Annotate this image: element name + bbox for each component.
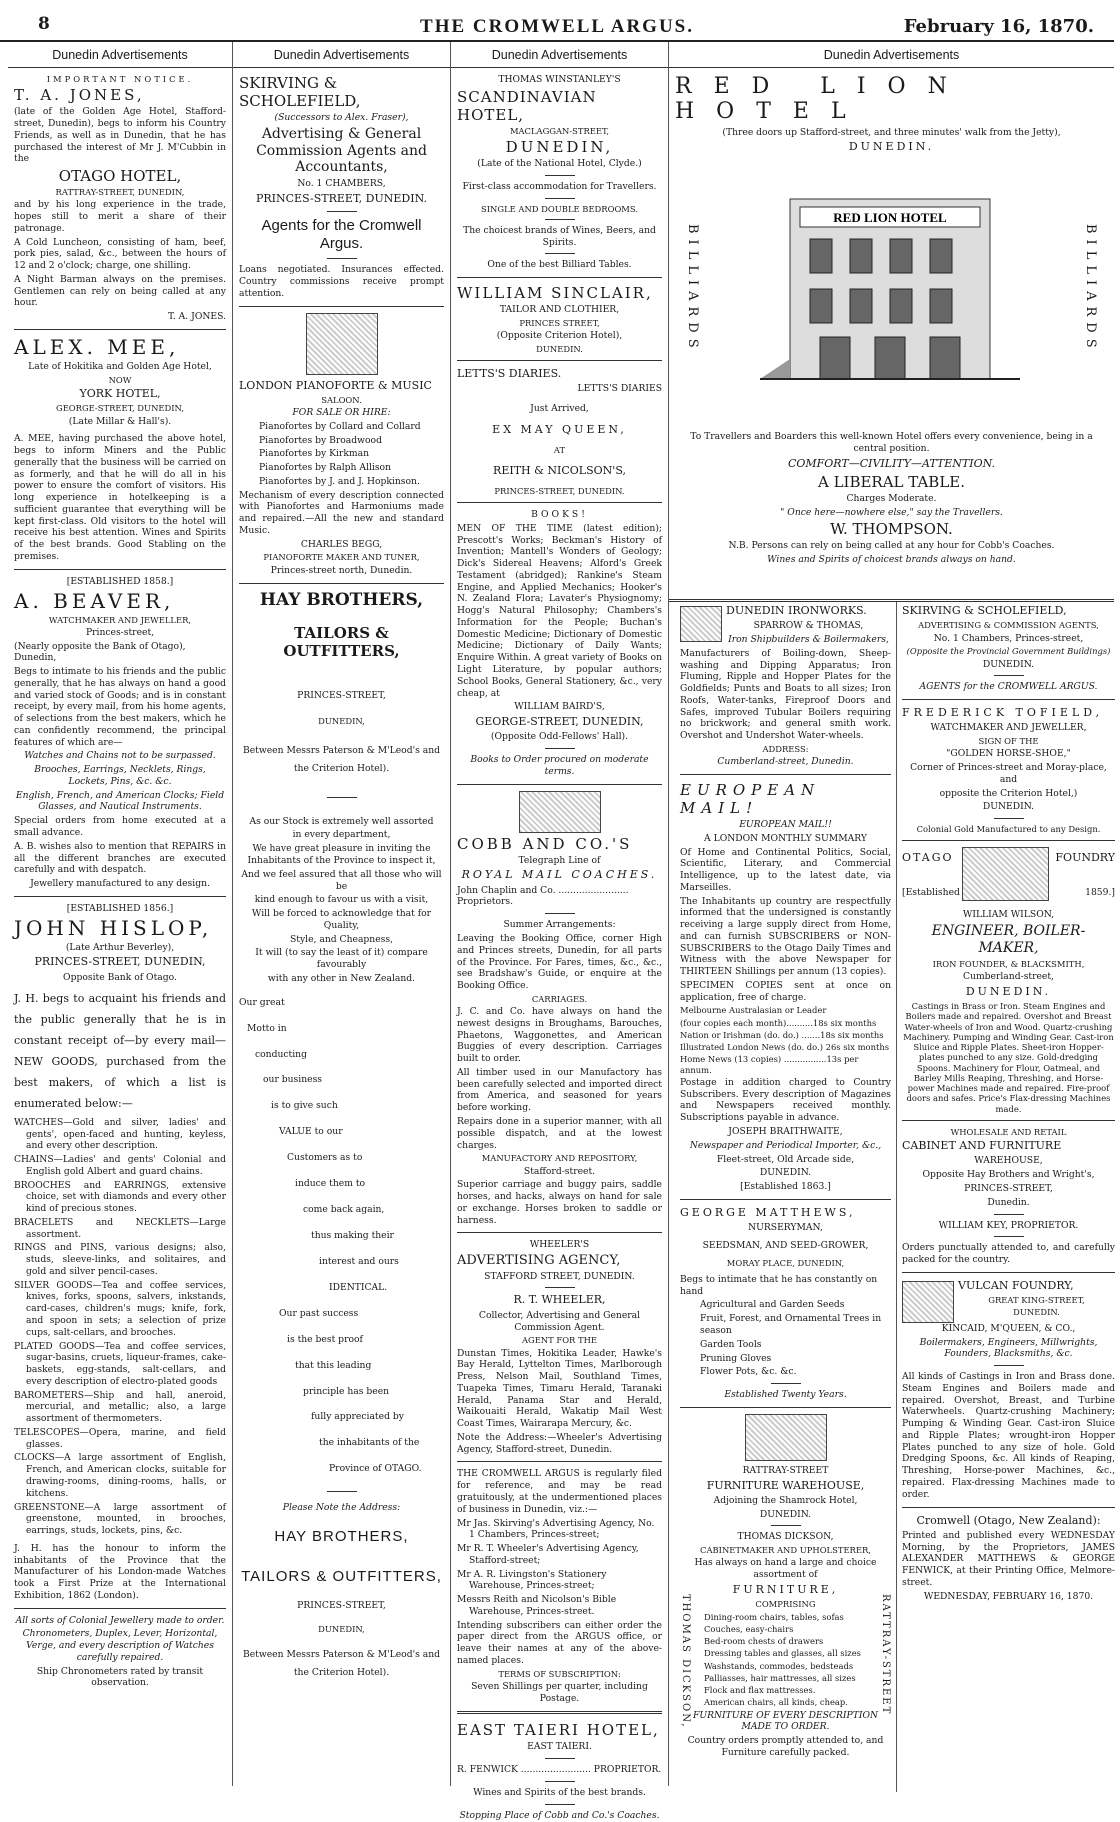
ad-argus-filed: THE CROMWELL ARGUS is regularly filed for reference, and may be read gratuitously, at the undermentioned places of business in Dunedin, viz.:— Mr Jas. Skirving's Advertising Agency, No. 1 Chambers, Princes-street; Mr R. T. Wheeler's Advertising Agency, Stafford-street; Mr A. R. Livingston's Stationery Warehouse, Princes-street; Messrs Reith and Nicolson's Bible Warehouse, Princes-street. Intending subscribers can either order the paper direct from the ARGUS office, or leave their names at any of the above-named places. TERMS OF SUBSCRIPTION: Seven Shillings per quarter, including Postage.: [457, 1468, 662, 1704]
ad-european-mail: EUROPEAN MAIL! EUROPEAN MAIL!! A LONDON MONTHLY SUMMARY Of Home and Continental Politics, Social, Scientific, Literary, and Commercial Intelligence, up to the latest date, via Marseilles. The Inhabitants up country are respectfully informed that the undersigned is constantly receiving a large supply direct from Home, and can furnish SUBSCRIBERS or NON-SUBSCRIBERS to the Otago Daily Times and Witness with the above Newspaper for THIRTEEN Shillings per annum (13 copies). SPECIMEN COPIES sent at once on application, free of charge. Melbourne Australasian or Leader (four copies each month)..........18s six months Nation or Irishman (do. do.) .......18s six months Illustrated London News (do. do.) 26s six months Home News (13 copies) ................13s per annum. Postage in addition charged to Country Subscribers. Every description of Magazines and Newspapers received monthly. Subscriptions payable in advance. JOSEPH BRAITHWAITE, Newspaper and Periodical Importer, &c., Fleet-street, Old Arcade side, DUNEDIN. [Established 1863.]: [680, 780, 891, 1193]
list-item: BAROMETERS—Ship and hall, aneroid, mercurial, and metallic; also, a large assortment of thermometers.: [14, 1389, 226, 1425]
ad-wheeler: WHEELER'S ADVERTISING AGENCY, STAFFORD STREET, DUNEDIN. R. T. WHEELER, Collector, Advertising and General Commission Agent. AGENT FOR THE Dunstan Times, Hokitika Leader, Hawke's Bay Herald, Lyttelton Times, Marlborough Press, Nelson Mail, Southland Times, Tuapeka Times, Timaru Herald, Taranaki Herald, Panama Star and Herald, Waikouaiti Herald, Wakatip Mail West Coast Times, Wairarapa Mercury, &c. Note the Address:—Wheeler's Advertising Agency, Stafford-street, Dunedin.: [457, 1239, 662, 1455]
ad-jones-name: T. A. JONES,: [14, 86, 145, 105]
list-item: Mr Jas. Skirving's Advertising Agency, No. 1 Chambers, Princes-street;: [457, 1517, 655, 1541]
list-item: RINGS and PINS, various designs; also, studs, sleeve-links, and solitaires, and gold and silver pencil-cases.: [14, 1242, 226, 1277]
red-lion-hotel-building-icon: [760, 159, 1020, 389]
column-4: [669, 42, 1114, 1786]
page-number: 8: [38, 14, 50, 34]
list-item: Mr R. T. Wheeler's Advertising Agency, Stafford-street;: [457, 1543, 639, 1566]
list-item: TELESCOPES—Opera, marine, and field glasses.: [14, 1426, 226, 1450]
column-heading: Dunedin Advertisements: [451, 42, 668, 68]
list-item: SILVER GOODS—Tea and coffee services, knives, forks, spoons, salvers, inkstands, card-cases, children's mugs; knife, fork, and spoon in sets; a selection of prize cups, salt-cellars, and brooches.: [14, 1279, 226, 1338]
list-item: CLOCKS—A large assortment of English, French, and American clocks, suitable for drawing-rooms, dining-rooms, halls, or kitchens.: [14, 1452, 226, 1499]
list-item: PLATED GOODS—Tea and coffee services, sugar-basins, cruets, liqueur-frames, cake-baskets, egg-stands, salt-cellars, and every description of electro-plated goods: [14, 1340, 226, 1387]
ad-east-taieri-hotel: EAST TAIERI HOTEL, EAST TAIERI. R. FENWICK ........................ PROPRIETOR. Wines and Spirits of the best brands. Stopping Place of Cobb and Co.'s Coaches.: [457, 1721, 662, 1821]
masthead: [0, 0, 1114, 42]
ad-skirving: SKIRVING & SCHOLEFIELD, (Successors to Alex. Fraser), Advertising & General Commission Agents and Accountants, No. 1 CHAMBERS, PRINCES-STREET, DUNEDIN. Agents for the Cromwell Argus. Loans negotiated. Insurances effected. Country commissions receive prompt attention.: [239, 74, 444, 299]
ad-piano: LONDON PIANOFORTE & MUSIC SALOON. FOR SALE OR HIRE: Pianofortes by Collard and Collard Pianofortes by Broadwood Pianofortes by Kirkman Pianofortes by Ralph Allison Pianofortes by J. and J. Hopkinson. Mechanism of every description connected with Pianofortes and Harmoniums made and repaired.—All the new and standard Music. CHARLES BEGG, PIANOFORTE MAKER AND TUNER, Princes-street north, Dunedin.: [239, 313, 444, 577]
list-item: BRACELETS and NECKLETS—Large assortment.: [14, 1216, 226, 1240]
ad-books: BOOKS! MEN OF THE TIME (latest edition); Prescott's Works; Beckman's History of Invention; Mantell's Wonders of Geology; Dick's Sidereal Heavens; Alford's Greek Testament (abridged); Rankine's Steam Engine, and Applied Mechanics; Hooker's N. Zealand Flora; Lavater's Physiognomy; Hogg's Natural Philosophy; Chambers's Information for the People; Buchan's Domestic Medicine; Dictionary of Domestic Medicine; Dictionary of Daily Wants; Enquire Within. A great variety of Books on Light Literature, by popular authors; School Books, General Stationery, &c., very cheap, at WILLIAM BAIRD'S, GEORGE-STREET, DUNEDIN, (Opposite Odd-Fellows' Hall). Books to Order procured on moderate terms.: [457, 509, 662, 777]
ad-hay-brothers: HAY BROTHERS, TAILORS & OUTFITTERS, PRINCES-STREET, DUNEDIN, Between Messrs Paterson & M'Leod's and the Criterion Hotel). As our Stock is extremely well assorted in every department, We have great pleasure in inviting the Inhabitants of the Province to inspect it, And we feel assured that all those who will be kind enough to favour us with a visit, Will be forced to acknowledge that for Quality, Style, and Cheapness, It will (to say the least of it) compare favourably with any other in New Zealand. Our great Motto in conducting our business is to give such VALUE to our Customers as to induce them to come back again, thus making their interest and ours IDENTICAL. Our past success is the best proof that this leading principle has been fully appreciated by the inhabitants of the Province of OTAGO. Please Note the Address: HAY BROTHERS, TAILORS & OUTFITTERS, PRINCES-STREET, DUNEDIN, Between Messrs Paterson & M'Leod's and the Criterion Hotel).: [239, 589, 442, 1679]
newspaper-title: THE CROMWELL ARGUS.: [420, 16, 694, 37]
ad-tofield: FREDERICK TOFIELD, WATCHMAKER AND JEWELLER, SIGN OF THE "GOLDEN HORSE-SHOE," Corner of Princes-street and Moray-place, and opposite the Criterion Hotel,) DUNEDIN. Colonial Gold Manufactured to any Design.: [902, 706, 1107, 835]
ad-beaver: [ESTABLISHED 1858.] A. BEAVER, WATCHMAKER AND JEWELLER, Princes-street, (Nearly opposite the Bank of Otago), Dunedin, Begs to intimate to his friends and the public generally, that he has always on hand a good and varied stock of Goods; and is in constant receipt, by every mail, from his home agents, of selections from the best makers, which he can confidently recommend, the principal features of which are— Watches and Chains not to be surpassed. Brooches, Earrings, Necklets, Rings, Lockets, Pins, &c. &c. English, French, and American Clocks; Field Glasses, and Nautical Instruments. Special orders from home executed at a small advance. A. B. wishes also to mention that REPAIRS in all the different branches are executed carefully and with despatch. Jewellery manufactured to any design.: [14, 575, 226, 890]
column-3: [451, 42, 669, 1821]
ad-otago-foundry: OTAGO FOUNDRY [Established 1859.] WILLIAM WILSON, ENGINEER, BOILER-MAKER, IRON FOUNDER, & BLACKSMITH, Cumberland-street, DUNEDIN. Castings in Brass or Iron. Steam Engines and Boilers made and repaired. Overshot and Breast Water-wheels of Iron and Wood. Quartz-crushing Machinery. Pumping and Winding Gear. Cast-iron Sluice and Ripple Plates. Sheet-iron Hopper-plates punched to any size. Gold-dredging Spoons. Machinery for Flour, Oatmeal, and Barley Mills Reaping, Threshing, and Horse-power Machines made and repaired. Fire-proof doors and safes. Price's Flax-dressing Machines made.: [902, 847, 1115, 1113]
ad-dunedin-ironworks: DUNEDIN IRONWORKS. SPARROW & THOMAS, Iron Shipbuilders & Boilermakers, Manufacturers of Boiling-down, Sheep-washing and Dipping Apparatus; Iron Fluming, Ripple and Hopper Plates for the Goldfields; Punts and Boats to all sizes; Iron Roofs, Water-tanks, Fireproof Doors and Safes, improved Tubular Boilers requiring no brickwork; and general smith work. Overshot and Undershot Water-wheels. ADDRESS: Cumberland-street, Dunedin.: [680, 604, 891, 768]
ad-cabinet-warehouse: WHOLESALE AND RETAIL CABINET AND FURNITURE WAREHOUSE, Opposite Hay Brothers and Wright's, PRINCES-STREET, Dunedin. WILLIAM KEY, PROPRIETOR. Orders punctually attended to, and carefully packed for the country.: [902, 1126, 1115, 1266]
ship-engraving: [902, 1281, 954, 1323]
column-2: [233, 42, 451, 1786]
column-heading: Dunedin Advertisements: [669, 42, 1114, 68]
ad-sinclair: WILLIAM SINCLAIR, TAILOR AND CLOTHIER, PRINCES STREET, (Opposite Criterion Hotel), DUNEDIN.: [457, 284, 653, 354]
locomotive-engraving: [962, 847, 1049, 901]
ad-red-lion-hotel: RED LION HOTEL (Three doors up Stafford-street, and three minutes' walk from the Jetty), DUNEDIN. BILLIARDS BILLIARDS RED LION HOTEL To Travellers and Boarders this well-known Hotel offers every convenience, being in a central position. COMFORT—CIVILITY—ATTENTION. A LIBERAL TABLE. Charges Moderate. " Once here—nowhere else," say the Travellers. W. THOMPSON. N.B. Persons can rely on being called at any hour for Cobb's Coaches. Wines and Spirits of choicest brands always on hand.: [675, 74, 1098, 566]
list-item: WATCHES—Gold and silver, ladies' and gents', open-faced and hunting, keyless, and every other description.: [14, 1116, 226, 1152]
royal-arms-engraving: [519, 791, 601, 833]
ad-jones: IMPORTANT NOTICE. T. A. JONES, (late of the Golden Age Hotel, Stafford-street, Dunedin), begs to inform his Country Friends, as well as in Dunedin, that he has purchased the interest of Mr J. M'Cubbin in the OTAGO HOTEL, RATTRAY-STREET, DUNEDIN, and by his long experience in the trade, hopes still to merit a share of their patronage. A Cold Luncheon, consisting of ham, beef, pork pies, salad, &c., between the hours of 12 and 2 o'clock; charge, one shilling. A Night Barman always on the premises. Gentlemen can rely on being called at any hour. T. A. JONES.: [14, 74, 226, 323]
billiards-side-left: BILLIARDS: [685, 224, 700, 354]
sofa-engraving: [745, 1414, 827, 1461]
column-heading: Dunedin Advertisements: [8, 42, 232, 68]
column-1: [8, 42, 233, 1786]
list-item: CHAINS—Ladies' and gents' Colonial and English gold Albert and guard chains.: [14, 1154, 226, 1177]
ad-skirving-2: SKIRVING & SCHOLEFIELD, ADVERTISING & COMMISSION AGENTS, No. 1 Chambers, Princes-street, (Opposite the Provincial Government Buildings) DUNEDIN. AGENTS for the CROMWELL ARGUS.: [902, 604, 1111, 693]
issue-date: February 16, 1870.: [903, 16, 1094, 37]
hotel-engraving: [760, 159, 1020, 389]
billiards-side-right: BILLIARDS: [1083, 224, 1098, 354]
ad-george-matthews: GEORGE MATTHEWS, NURSERYMAN, SEEDSMAN, AND SEED-GROWER, MORAY PLACE, DUNEDIN, Begs to intimate that he has constantly on hand Agricultural and Garden Seeds Fruit, Forest, and Ornamental Trees in season Garden Tools Pruning Gloves Flower Pots, &c. &c. Established Twenty Years.: [680, 1205, 882, 1401]
ad-hislop: [ESTABLISHED 1856.] JOHN HISLOP, (Late Arthur Beverley), PRINCES-STREET, DUNEDIN, Opposite Bank of Otago. J. H. begs to acquaint his friends and the public generally that he is in constant receipt of—by every mail—NEW GOODS, purchased from the best makers, of which a list is enumerated below:— WATCHES—Gold and silver, ladies' and gents', open-faced and hunting, keyless, and every other description. CHAINS—Ladies' and gents' Colonial and English gold Albert and guard chains. BROOCHES and EARRINGS, extensive choice, set with diamonds and every other kind of precious stones. BRACELETS and NECKLETS—Large assortment. RINGS and PINS, various designs; also, studs, sleeve-links, and solitaires, and gold and silver pencil-cases. SILVER GOODS—Tea and coffee services, knives, forks, spoons, salvers, inkstands, card-cases, children's mugs; knife, fork, and spoon in sets; a selection of prize cups, salt-cellars, and brooches. PLATED GOODS—Tea and coffee services, sugar-basins, cruets, liqueur-frames, cake-baskets, egg-stands, salt-cellars, and every description of electro-plated goods BAROMETERS—Ship and hall, aneroid, mercurial, and metallic; also, a large assortment of thermometers. TELESCOPES—Opera, marine, and field glasses. CLOCKS—A large assortment of English, French, and American clocks, suitable for drawing-rooms, dining-rooms, halls, or kitchens. GREENSTONE—A large assortment of greenstone, mounted, in brooches, earrings, studs, lockets, pins, &c. J. H. has the honour to inform the inhabitants of the Province that the Manufacturer of his London-made Watches took a First Prize at the International Exhibition, 1862 (London). All sorts of Colonial Jewellery made to order. Chronometers, Duplex, Lever, Horizontal, Verge, and every description of Watches carefully repaired. Ship Chronometers rated by transit observation.: [14, 902, 226, 1689]
ad-cobb: COBB AND CO.'S Telegraph Line of ROYAL MAIL COACHES. John Chaplin and Co. ........................ Proprietors. Summer Arrangements: Leaving the Booking Office, corner High and Princes streets, Dunedin, for all parts of the Province. For Fares, times, &c., &c., see Bradshaw's Guide, or enquire at the Booking Office. CARRIAGES. J. C. and Co. have always on hand the newest designs in Broughams, Barouches, Phaetons, Waggonettes, and American Buggies of every description. Carriages built to order. All timber used in our Manufactory has been carefully selected and imported direct from America, and seasoned for years before working. Repairs done in a superior manner, with all possible dispatch, and at the lowest charges. MANUFACTORY AND REPOSITORY, Stafford-street. Superior carriage and buggy pairs, saddle horses, and hacks, always on hand for sale or exchange. Horses broken to saddle or harness.: [457, 791, 662, 1227]
list-item: GREENSTONE—A large assortment of greenstone, mounted, in brooches, earrings, studs, lockets, pins, &c.: [14, 1501, 226, 1537]
ad-mee: ALEX. MEE, Late of Hokitika and Golden Age Hotel, NOW YORK HOTEL, GEORGE-STREET, DUNEDIN, (Late Millar & Hall's). A. MEE, having purchased the above hotel, begs to inform Miners and the Public generally that the business will be carried on as formerly, and that he will do all in his power to ensure the comfort of visitors. His long experience in hotelkeeping is a sufficient guarantee that everything will be kept first-class. Old visitors to the hotel will receive his best attention. Wines and Spirits of the best brands. Good Stabling on the premises.: [14, 334, 226, 562]
piano-engraving: [306, 313, 378, 375]
list-item: Messrs Reith and Nicolson's Bible Warehouse, Princes-street.: [457, 1594, 617, 1617]
column-heading: Dunedin Advertisements: [233, 42, 450, 68]
ad-scandinavian-hotel: THOMAS WINSTANLEY'S SCANDINAVIAN HOTEL, MACLAGGAN-STREET, DUNEDIN, (Late of the National Hotel, Clyde.) First-class accommodation for Travellers. SINGLE AND DOUBLE BEDROOMS. The choicest brands of Wines, Beers, and Spirits. One of the best Billiard Tables.: [457, 74, 657, 271]
publisher-imprint: Cromwell (Otago, New Zealand): Printed and published every WEDNESDAY Morning, by the Proprietors, JAMES ALEXANDER MATTHEWS & GEORGE FENWICK, at their Printing Office, Melmore-street. WEDNESDAY, FEBRUARY 16, 1870.: [902, 1513, 1115, 1602]
ad-furniture-warehouse: RATTRAY-STREET FURNITURE WAREHOUSE, Adjoining the Shamrock Hotel, DUNEDIN. THOMAS DICKSON, CABINETMAKER AND UPHOLSTERER, Has always on hand a large and choice assortment of FURNITURE, COMPRISING Dining-room chairs, tables, sofas Couches, easy-chairs Bed-room chests of drawers Dressing tables and glasses, all sizes Washstands, commodes, bedsteads Palliasses, hair mattresses, all sizes Flock and flax mattresses. American chairs, all kinds, cheap. FURNITURE OF EVERY DESCRIPTION MADE TO ORDER. Country orders promptly attended to, and Furniture carefully packed. THOMAS DICKSON, RATTRAY-STREET: [680, 1414, 891, 1759]
list-item: BROOCHES and EARRINGS, extensive choice, set with diamonds and every other kind of precious stones.: [14, 1179, 226, 1215]
hotel-sign-text: RED LION HOTEL: [833, 210, 947, 225]
list-item: Mr A. R. Livingston's Stationery Warehouse, Princes-street;: [457, 1568, 607, 1592]
ad-letts-diaries: LETTS'S DIARIES. LETTS'S DIARIES Just Arrived, EX MAY QUEEN, AT REITH & NICOLSON'S, PRINCES-STREET, DUNEDIN.: [457, 367, 662, 496]
ad-vulcan-foundry: VULCAN FOUNDRY, GREAT KING-STREET, DUNEDIN. KINCAID, M'QUEEN, & CO., Boilermakers, Engineers, Millwrights, Founders, Blacksmiths, &c. All kinds of Castings in Iron and Brass done. Steam Engines and Boilers made and repaired. Overshot, Breast, and Turbine Waterwheels. Quartz-crushing Machinery; Pumping & Winding Gear. Cast-iron Sluice and Ripple Plates; wrought-iron Hopper Plates punched to any size of hole. Gold Dredging Spoons, &c. All kinds of Reaping, Threshing, Horse-power Machines, &c., repaired. Flax-dressing Machines made to order.: [902, 1278, 1115, 1500]
ship-engraving: [680, 606, 722, 642]
